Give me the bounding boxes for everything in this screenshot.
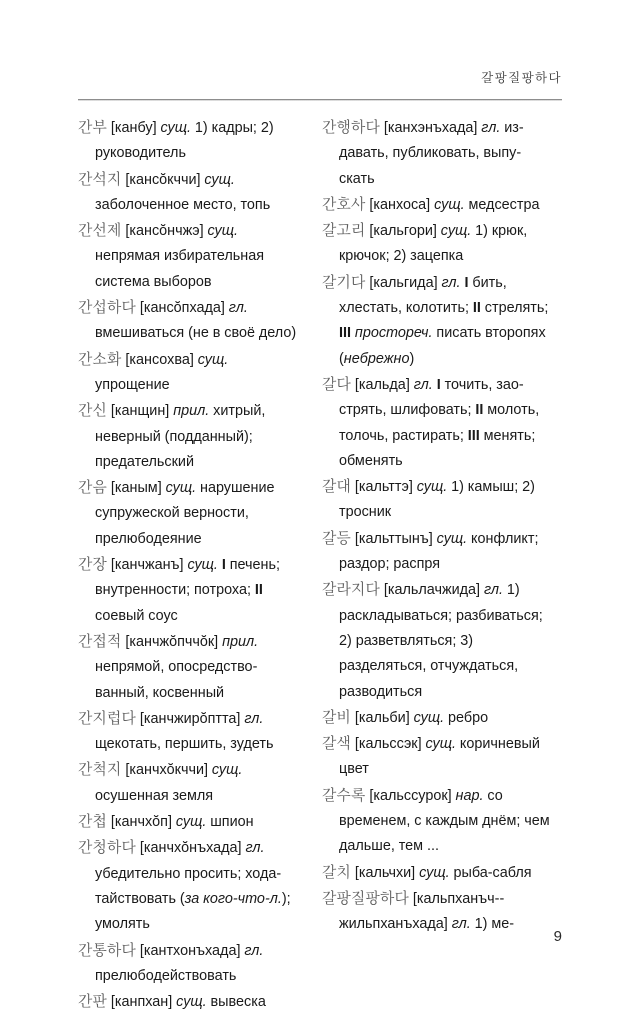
page-number: 9 [553,928,562,945]
dictionary-entry: 갈색 [кальссэк] сущ. коричневый цвет [322,735,540,778]
dictionary-entry: 갈라지다 [кальлачжида] гл. 1) раскладываться; разбиваться; 2) разветвляться; 3) разделяться, отчуждаться, разводиться [322,581,543,700]
dictionary-entry: 갈비 [кальби] сущ. ребро [322,708,489,726]
dictionary-entry: 간부 [канбу] сущ. 1) кадры; 2) руководитель [78,119,274,162]
dictionary-entry: 갈다 [кальда] гл. I точить, заострять, шлифовать; II молоть, толочь, растирать; III менять; обменять [322,375,540,469]
dictionary-entry: 간통하다 [кантхонъхада] гл. прелюбодействовать [78,941,264,984]
left-column [78,115,306,1015]
entry-columns [78,115,568,1015]
dictionary-entry: 간청하다 [канчхŏнъхада] гл. убедительно просить; ходатайствовать (за кого-что-л.); умолять [78,839,291,933]
dictionary-entry: 간소화 [кансохва] сущ. упрощение [78,350,229,393]
dictionary-entry: 간행하다 [канхэнъхада] гл. издавать, публиковать, выпускать [322,119,524,187]
dictionary-entry: 간척지 [канчхŏкччи] сущ. осушенная земля [78,761,243,804]
dictionary-entry: 간장 [канчжанъ] сущ. I печень; внутренности; потроха; II соевый соус [78,556,281,624]
dictionary-entry: 간선제 [кансŏнчжэ] сущ. непрямая избирательная система выборов [78,222,265,290]
dictionary-entry: 갈대 [кальттэ] сущ. 1) камыш; 2) тросник [322,478,535,521]
dictionary-entry: 갈등 [кальттынъ] сущ. конфликт; раздор; распря [322,529,539,573]
running-head: 갈팡질팡하다 [481,70,562,85]
dictionary-entry: 간음 [каным] сущ. нарушение супружеской верности, прелюбодеяние [78,479,275,547]
dictionary-entry: 갈치 [кальчхи] сущ. рыба-сабля [322,863,532,881]
dictionary-entry: 간첩 [канчхŏп] сущ. шпион [78,813,254,831]
dictionary-entry: 간석지 [кансŏкччи] сущ. заболоченное место, топь [78,170,271,213]
dictionary-entry: 간신 [канщин] прил. хитрый, неверный (подданный); предательский [78,402,266,470]
dictionary-entry: 갈기다 [кальгида] гл. I бить, хлестать, колотить; II стрелять; III простореч. писать второпях (небрежно) [322,273,549,367]
dictionary-entry: 간접적 [канчжŏпччŏк] прил. непрямой, опосредствованный, косвенный [78,632,259,701]
dictionary-entry: 갈팡질팡하다 [кальпханъч-жильпханъхада] гл. 1) ме- [322,889,515,933]
header-rule [78,99,562,101]
dictionary-entry: 간판 [канпхан] сущ. вывеска [78,993,266,1011]
right-column [322,115,550,1015]
dictionary-entry: 간섭하다 [кансŏпхада] гл. вмешиваться (не в своё дело) [78,299,297,342]
dictionary-entry: 간지럽다 [канчжирŏптта] гл. щекотать, першить, зудеть [78,709,274,753]
dictionary-entry: 간호사 [канхоса] сущ. медсестра [322,195,540,213]
dictionary-entry: 갈고리 [кальгори] сущ. 1) крюк, крючок; 2) зацепка [322,222,528,265]
dictionary-entry: 갈수록 [кальссурок] нар. со временем, с каждым днём; чем дальше, тем ... [322,786,550,855]
